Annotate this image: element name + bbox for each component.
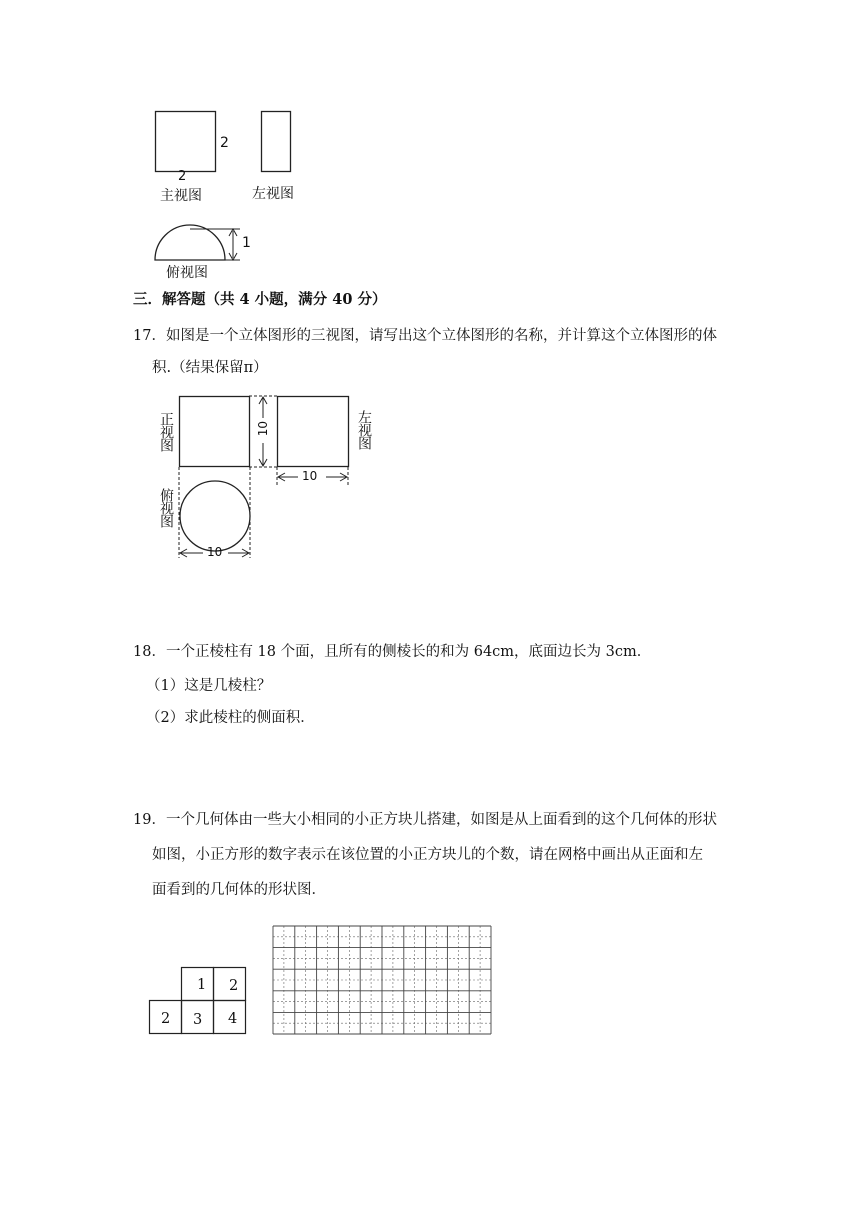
q16-top-view-caption: 俯视图 — [166, 265, 208, 281]
q19-answer-grid[interactable] — [272, 925, 494, 1037]
q19-cell-value: 3 — [193, 1012, 203, 1028]
q19-text-line3: 面看到的几何体的形状图． — [152, 882, 326, 898]
q19-text-line2: 如图，小正方形的数字表示在该位置的小正方块儿的个数，请在网格中画出从正面和左 — [152, 847, 703, 863]
q16-left-view-rect — [262, 112, 291, 172]
q17-dim-top-width-label: 10 — [207, 545, 223, 559]
q19-text-line1: 19．一个几何体由一些大小相同的小正方块儿搭建，如图是从上面看到的这个几何体的形状 — [133, 812, 717, 828]
q16-left-view-caption: 左视图 — [252, 186, 294, 202]
q18-text-line1: 18．一个正棱柱有 18 个面，且所有的侧棱长的和为 64cm，底面边长为 3cm． — [133, 644, 652, 660]
q19-cell-value: 2 — [229, 978, 239, 994]
q17-text-line1: 17．如图是一个立体图形的三视图，请写出这个立体图形的名称，并计算这个立体图形的体 — [133, 328, 717, 344]
q16-top-view-semicircle — [155, 225, 225, 260]
q16-front-view-caption: 主视图 — [160, 188, 202, 204]
q17-top-view-caption: 俯视图 — [158, 488, 174, 527]
q18-subquestion-2: （2）求此棱柱的侧面积． — [146, 710, 315, 726]
q16-dim-top-label: 1 — [242, 235, 251, 251]
q17-three-views-diagram — [150, 388, 380, 568]
section-heading: 三．解答题（共 4 小题，满分 40 分） — [133, 291, 387, 308]
q17-left-view-caption: 左视图 — [356, 410, 372, 449]
q19-cell-value: 1 — [197, 977, 207, 993]
q17-dim-height-label: 10 — [256, 421, 270, 437]
q17-dim-left-width-label: 10 — [302, 469, 318, 483]
q17-text-line2: 积.（结果保留π） — [152, 360, 268, 376]
q19-cell-value: 2 — [161, 1011, 171, 1027]
q19-cell-value: 4 — [228, 1011, 238, 1027]
q16-dim-height-label: 2 — [220, 135, 229, 151]
q17-front-view-square — [180, 397, 250, 467]
q16-dim-width-label: 2 — [178, 169, 187, 184]
q16-front-view-square — [156, 112, 216, 172]
q17-front-view-caption: 正视图 — [158, 412, 174, 451]
q17-top-view-circle — [180, 481, 250, 551]
q17-left-view-square — [278, 397, 349, 467]
q18-subquestion-1: （1）这是几棱柱？ — [146, 678, 272, 694]
